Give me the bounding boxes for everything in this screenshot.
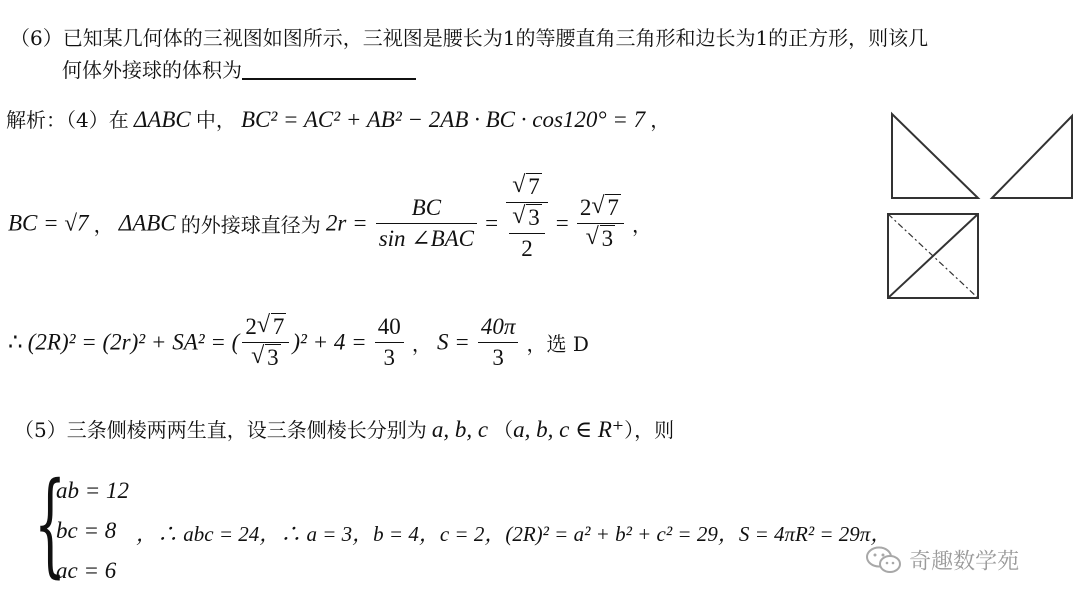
sqrt-7: 7 (528, 174, 540, 199)
fraction-denominator: sin ∠BAC (378, 226, 475, 251)
sqrt-3: 3 (601, 226, 614, 251)
answer-blank (242, 58, 416, 80)
question-text: 已知某几何体的三视图如图所示，三视图是腰长为1的等腰直角三角形和边长为1的正方形，则该几 (62, 26, 929, 50)
comma: ， (631, 213, 652, 237)
equals: = (485, 210, 499, 236)
question-number: （6） (10, 26, 63, 50)
solution-5-number: （5） (14, 418, 67, 442)
fraction-numerator: BC (376, 193, 477, 224)
solution-5-line-1 (14, 414, 674, 443)
sphere-equation: (2R)² = (2r)² + SA² = ( (27, 329, 240, 355)
side-view-triangle (992, 116, 1072, 198)
solution-4-line-1 (6, 104, 670, 133)
positive-real-condition: a, b, c ∈ R⁺ (513, 417, 625, 442)
system-brace: { (34, 459, 67, 589)
fraction-sqrt7-over-sqrt3-half (506, 172, 548, 264)
s-equals: S = (436, 329, 470, 355)
triangle-abc: ΔABC (133, 107, 191, 132)
fraction-2sqrt7-over-sqrt3: 2√ 7 √ 3 (242, 312, 289, 373)
comma: ， (650, 108, 671, 132)
law-of-cosines-equation: BC² = AC² + AB² − 2AB · BC · cos120° = 7 (240, 107, 646, 132)
sqrt-3: 3 (528, 205, 540, 230)
equation-ab: ab = 12 (56, 478, 130, 503)
solution-4-line-2 (8, 172, 652, 264)
question-6-line-2 (62, 54, 416, 83)
fraction-2sqrt7-over-sqrt3: 2√ 7 √ 3 (577, 193, 624, 254)
two-r: 2r = (325, 210, 368, 236)
two: 2 (521, 236, 533, 261)
comma: ， (411, 332, 432, 356)
text-in: 中， (195, 108, 236, 132)
three: 3 (492, 345, 504, 370)
variables-abc: a, b, c (431, 417, 489, 442)
solution-lead: 解析：（4）在 (6, 108, 129, 132)
therefore-symbol: ∴ (8, 329, 23, 355)
three-view-diagram (880, 108, 1076, 304)
comma: ， (93, 213, 114, 237)
solution-5-text: 三条侧棱两两生直，设三条侧棱长分别为 (66, 418, 427, 442)
fraction-40-over-3 (375, 312, 404, 373)
question-6-line-1 (10, 22, 928, 51)
answer-choice: ，选 D (526, 332, 589, 356)
wechat-icon (864, 544, 904, 576)
fraction-bc-over-sin (376, 193, 477, 254)
watermark-text: 奇趣数学苑 (909, 549, 1020, 575)
inner-fraction (506, 203, 548, 264)
equals: = (555, 210, 569, 236)
question-text-2: 何体外接球的体积为 (62, 58, 242, 82)
sphere-equation-mid: )² + 4 = (292, 329, 367, 355)
forty-pi: 40π (478, 312, 519, 343)
solution-4-line-3 (8, 312, 589, 373)
watermark (864, 544, 1019, 576)
paren-open: （ (493, 418, 514, 442)
equation-bc: bc = 8 (56, 518, 117, 543)
front-view-triangle (892, 114, 978, 198)
three: 3 (383, 345, 396, 370)
bc-value: BC = √7 (8, 210, 89, 236)
triangle-abc-2: ΔABC (118, 210, 176, 236)
diameter-text: 的外接球直径为 (180, 213, 321, 237)
sqrt-7: 7 (607, 195, 619, 220)
equation-ac: ac = 6 (56, 558, 117, 583)
paren-close: ），则 (624, 418, 675, 442)
solution-5-result: ，∴ abc = 24，∴ a = 3，b = 4，c = 2，(2R)² = a² + b² + c² = 29，S = 4πR² = 29π， (136, 522, 892, 546)
sqrt-7: 7 (272, 314, 285, 339)
sqrt-3: 3 (267, 345, 279, 370)
fraction-40pi-over-3 (478, 312, 519, 373)
forty: 40 (375, 312, 404, 343)
